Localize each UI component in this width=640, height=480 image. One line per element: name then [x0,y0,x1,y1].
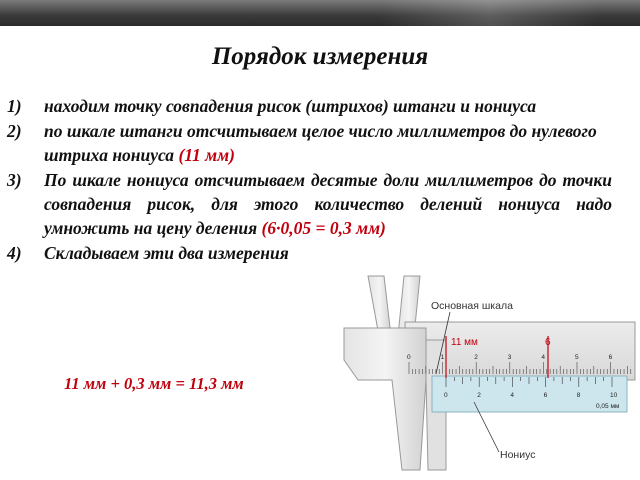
main-scale-tick-label: 0 [407,354,411,361]
step-highlight: (6·0,05 = 0,3 мм) [261,218,386,238]
div-mark-label: 6 [545,337,551,348]
vernier-tick-label: 6 [543,392,548,399]
vernier-tick-label: 0 [444,392,448,399]
mm-mark-label: 11 мм [451,337,478,348]
step-text: по шкале штанги отсчитываем целое число миллиметров до нулевого штриха нониуса [44,121,597,165]
inner-jaw-left [368,276,391,336]
step-number: 2) [7,121,22,141]
main-scale-tick-label: 4 [541,354,546,361]
main-scale-tick-label: 2 [474,354,478,361]
vernier-tick-label: 8 [576,392,581,399]
main-scale-tick-label: 1 [440,354,445,361]
step-number: 3) [7,170,22,190]
main-scale-tick-label: 5 [575,354,579,361]
vernier-tick-label: 2 [477,392,481,399]
step-number: 4) [7,243,22,263]
vernier-tick-label: 10 [610,392,618,399]
main-scale-label: Основная шкала [431,300,513,312]
step-text: По шкале нониуса отсчитываем десятые доли миллиметров до точки совпадения рисок, для этого количество делений нониуса надо умножить на цену деления [44,170,612,238]
sum-formula: 11 мм + 0,3 мм = 11,3 мм [64,374,244,393]
main-scale-tick-label: 3 [507,354,512,361]
step-text: Складываем эти два измерения [44,243,289,263]
vernier-label: Нониус [500,449,536,461]
fixed-jaw [344,328,426,470]
vernier-value-label: 0,05 мм [596,403,620,410]
step-text: находим точку совпадения рисок (штрихов) штанги и нониуса [44,96,537,116]
step-number: 1) [7,96,22,116]
step-highlight: (11 мм) [178,145,235,165]
main-scale-tick-label: 6 [608,354,613,361]
page-title: Порядок измерения [211,43,429,70]
vernier-tick-label: 4 [510,392,515,399]
